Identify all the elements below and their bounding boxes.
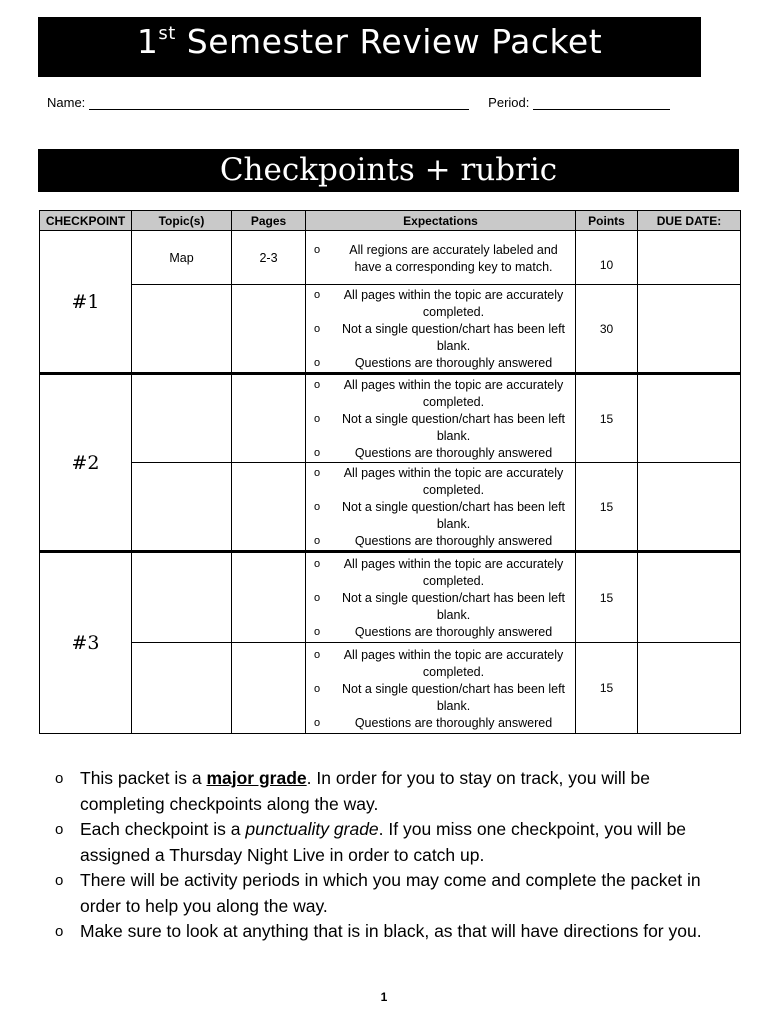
header-due-date: DUE DATE: — [638, 211, 741, 231]
note-pre: This packet is a — [80, 768, 207, 788]
packet-title — [38, 17, 701, 77]
expectation-item: o All pages within the topic are accurately completed. — [336, 465, 571, 499]
checkpoint-label: #3 — [40, 552, 132, 734]
note-pre: There will be activity periods in which you may come and complete the packet in order to help you along the way. — [80, 870, 701, 916]
period-label: Period: — [488, 95, 530, 110]
table-row — [40, 285, 741, 374]
table-header-row — [40, 211, 741, 231]
note-pre: Each checkpoint is a — [80, 819, 246, 839]
points-cell: 30 — [576, 285, 638, 374]
pages-cell — [232, 285, 306, 374]
table-row — [40, 463, 741, 552]
note-item — [55, 817, 735, 868]
points-cell: 10 — [576, 231, 638, 285]
expectations-list — [306, 285, 575, 372]
expectation-item: o All pages within the topic are accurately completed. — [336, 377, 571, 411]
topic-cell: Map — [132, 231, 232, 285]
expectations-list — [306, 554, 575, 641]
expectations-list — [306, 375, 575, 462]
expectation-item: o Questions are thoroughly answered — [336, 624, 571, 641]
period-field[interactable] — [533, 95, 670, 110]
checkpoint-label: #2 — [40, 374, 132, 552]
note-item — [55, 766, 735, 817]
note-strong: major grade — [206, 768, 307, 788]
expectations-list — [306, 240, 575, 276]
expectation-item: o Not a single question/chart has been left blank. — [336, 499, 571, 533]
expectations-cell — [306, 285, 576, 374]
pages-cell — [232, 552, 306, 643]
expectation-item: o All pages within the topic are accurately completed. — [336, 556, 571, 590]
header-expectations: Expectations — [306, 211, 576, 231]
due-date-cell[interactable] — [638, 285, 741, 374]
name-field[interactable] — [89, 95, 469, 110]
pages-cell — [232, 374, 306, 463]
note-post: . If you miss one checkpoint, you will be assigned a Thursday Night Live in order to catch up. — [80, 819, 687, 865]
due-date-cell[interactable] — [638, 643, 741, 734]
points-cell: 15 — [576, 643, 638, 734]
table-row — [40, 374, 741, 463]
due-date-cell[interactable] — [638, 463, 741, 552]
expectations-cell — [306, 552, 576, 643]
checkpoint-label: #1 — [40, 231, 132, 374]
topic-cell — [132, 463, 232, 552]
expectation-item: o All pages within the topic are accurately completed. — [336, 647, 571, 681]
topic-cell — [132, 374, 232, 463]
due-date-cell[interactable] — [638, 231, 741, 285]
expectation-item: o All pages within the topic are accurately completed. — [336, 287, 571, 321]
due-date-cell[interactable] — [638, 552, 741, 643]
page-number: 1 — [380, 990, 388, 1004]
points-cell: 15 — [576, 552, 638, 643]
topic-cell — [132, 643, 232, 734]
table-row — [40, 643, 741, 734]
expectation-item: o Not a single question/chart has been left blank. — [336, 321, 571, 355]
pages-cell: 2-3 — [232, 231, 306, 285]
note-post: . In order for you to stay on track, you will be completing checkpoints along the way. — [80, 768, 650, 814]
expectations-cell — [306, 643, 576, 734]
section-title: Checkpoints + rubric — [38, 149, 739, 192]
header-points: Points — [576, 211, 638, 231]
expectation-item: o Questions are thoroughly answered — [336, 715, 571, 732]
expectation-item: o Not a single question/chart has been left blank. — [336, 681, 571, 715]
note-em: punctuality grade — [245, 819, 379, 839]
table-row — [40, 552, 741, 643]
title-number: 1 — [136, 22, 159, 61]
header-topics: Topic(s) — [132, 211, 232, 231]
due-date-cell[interactable] — [638, 374, 741, 463]
title-superscript: st — [158, 23, 176, 44]
expectation-item: o Not a single question/chart has been left blank. — [336, 411, 571, 445]
expectations-list — [306, 463, 575, 550]
expectations-cell — [306, 231, 576, 285]
header-checkpoint: CHECKPOINT — [40, 211, 132, 231]
header-pages: Pages — [232, 211, 306, 231]
topic-cell — [132, 285, 232, 374]
table-row — [40, 231, 741, 285]
expectation-item: o Questions are thoroughly answered — [336, 533, 571, 550]
note-item — [55, 919, 735, 945]
expectations-list — [306, 645, 575, 732]
title-text: Semester Review Packet — [175, 22, 603, 61]
name-label: Name: — [47, 95, 86, 110]
expectations-cell — [306, 463, 576, 552]
note-item — [55, 868, 735, 919]
expectation-item: o Questions are thoroughly answered — [336, 355, 571, 372]
note-pre: Make sure to look at anything that is in black, as that will have directions for you. — [80, 921, 702, 941]
expectation-item: o All regions are accurately labeled and have a corresponding key to match. — [336, 242, 571, 276]
points-cell: 15 — [576, 463, 638, 552]
expectation-item: o Not a single question/chart has been left blank. — [336, 590, 571, 624]
points-cell: 15 — [576, 374, 638, 463]
topic-cell — [132, 552, 232, 643]
pages-cell — [232, 643, 306, 734]
rubric-table — [39, 210, 741, 734]
pages-cell — [232, 463, 306, 552]
name-period-line — [47, 95, 687, 110]
expectation-item: o Questions are thoroughly answered — [336, 445, 571, 462]
notes-list — [55, 766, 735, 945]
expectations-cell — [306, 374, 576, 463]
